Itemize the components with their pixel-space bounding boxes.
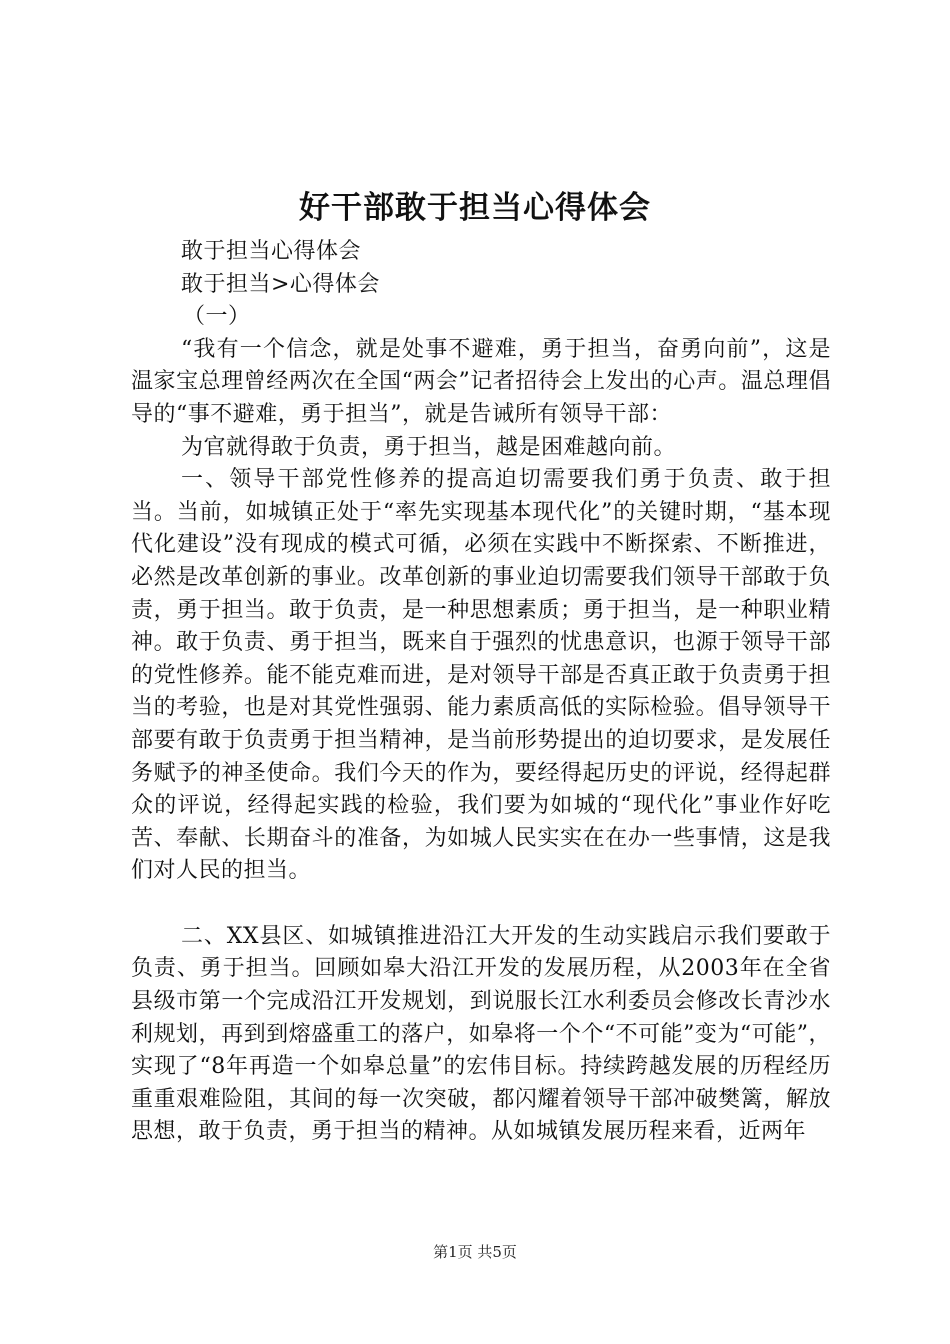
document-body [131, 236, 831, 1149]
paragraph-section-one: 一、领导干部党性修养的提高迫切需要我们勇于负责、敢于担当。当前，如城镇正处于“率先实现基本现代化”的关键时期，“基本现代化建设”没有现成的模式可循，必须在实践中不断探索、不断推进，必然是改革创新的事业。改革创新的事业迫切需要我们领导干部敢于负责，勇于担当。敢于负责，是一种思想素质；勇于担当，是一种职业精神。敢于负责、勇于担当，既来自于强烈的忧患意识，也源于领导干部的党性修养。能不能克难而进，是对领导干部是否真正敢于负责勇于担当的考验，也是对其党性强弱、能力素质高低的实际检验。倡导领导干部要有敢于负责勇于担当精神，是当前形势提出的迫切要求，是发展任务赋予的神圣使命。我们今天的作为，要经得起历史的评说，经得起群众的评说，经得起实践的检验，我们要为如城的“现代化”事业作好吃苦、奉献、长期奋斗的准备，为如城人民实实在在办一些事情，这是我们对人民的担当。 [131, 467, 831, 884]
paragraph-section-two: 二、XX县区、如城镇推进沿江大开发的生动实践启示我们要敢于负责、勇于担当。回顾如皋大沿江开发的发展历程，从2003年在全省县级市第一个完成沿江开发规划，到说服长江水利委员会修改长青沙水利规划，再到到熔盛重工的落户，如皋将一个个“不可能”变为“可能”，实现了“8年再造一个如皋总量”的宏伟目标。持续跨越发展的历程经历重重艰难险阻，其间的每一次突破，都闪耀着领导干部冲破樊篱，解放思想，敢于负责，勇于担当的精神。从如城镇发展历程来看，近两年 [131, 923, 831, 1145]
subtitle-line-2: 敢于担当>心得体会 [181, 271, 380, 297]
page-footer: 第1页 共5页 [433, 1243, 517, 1261]
paragraph-spacer [131, 888, 831, 921]
document-title: 好干部敢于担当心得体会 [299, 190, 651, 226]
subtitle-line-1: 敢于担当心得体会 [181, 239, 362, 264]
paragraph-quote: “我有一个信念，就是处事不避难，勇于担当，奋勇向前”，这是温家宝总理曾经两次在全国“两会”记者招待会上发出的心声。温总理倡导的“事不避难，勇于担当”，就是告诫所有领导干部： [131, 336, 831, 427]
paragraph-motto: 为官就得敢于负责，勇于担当，越是困难越向前。 [181, 434, 677, 460]
section-marker: （一） [183, 304, 251, 330]
